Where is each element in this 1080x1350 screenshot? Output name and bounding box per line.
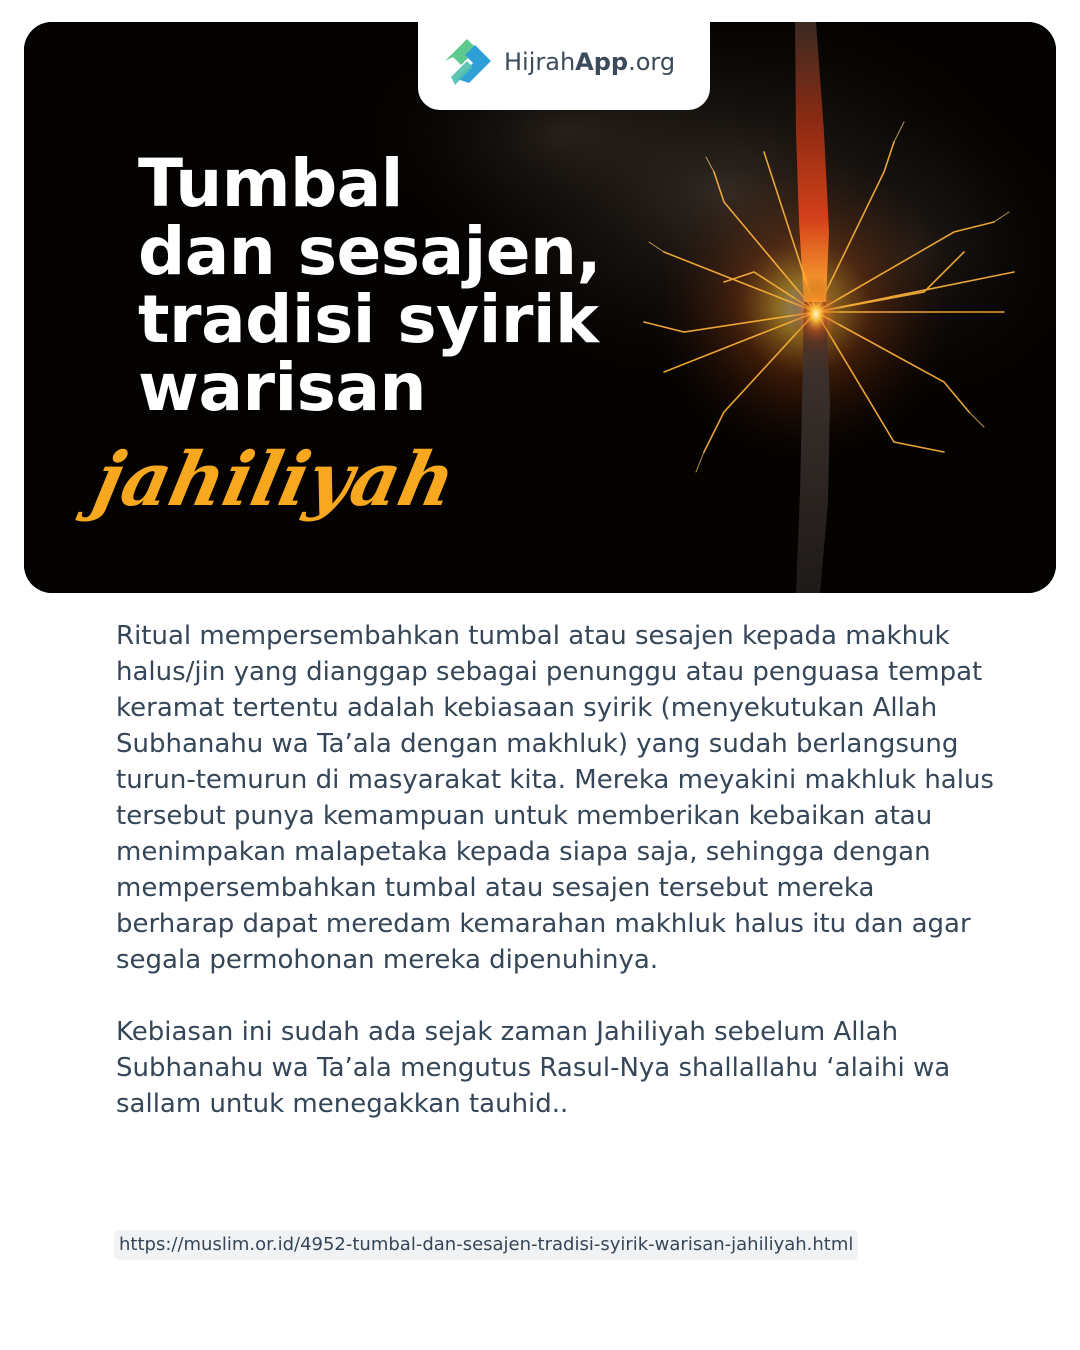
brand-logo[interactable] — [418, 22, 710, 110]
brand-name — [504, 47, 675, 77]
paragraph: Ritual mempersembahkan tumbal atau sesajen kepada makhuk halus/jin yang dianggap sebagai penunggu atau penguasa tempat keramat tertentu adalah kebiasaan syirik (menyekutukan Allah Subhanahu wa Ta’ala dengan makhluk) yang sudah berlangsung turun-temurun di masyarakat kita. Mereka meyakini makhluk halus tersebut punya kemampuan untuk memberikan kebaikan atau menimpakan malapetaka kepada siapa saja, sehingga dengan mempersembahkan tumbal atau sesajen tersebut mereka berharap dapat meredam kemarahan makhluk halus itu dan agar segala permohonan mereka dipenuhinya. — [116, 621, 994, 975]
title-line: warisan — [138, 349, 426, 426]
article-body — [116, 618, 996, 1122]
hero-title — [138, 145, 602, 426]
hero-accent-word: jahiliyah — [86, 437, 463, 523]
title-line: dan sesajen, — [138, 213, 602, 290]
title-line: tradisi syirik — [138, 281, 599, 358]
brand-name-part2: App — [575, 48, 629, 76]
brand-name-part1: Hijrah — [504, 48, 576, 76]
paragraph: Kebiasan ini sudah ada sejak zaman Jahiliyah sebelum Allah Subhanahu wa Ta’ala mengutus Rasul-Nya shallallahu ‘alaihi wa sallam untuk menegakkan tauhid.. — [116, 1017, 951, 1119]
title-line: Tumbal — [138, 145, 403, 222]
hijrahapp-logo-icon — [437, 33, 497, 95]
brand-name-part3: .org — [628, 48, 676, 76]
source-link[interactable]: https://muslim.or.id/4952-tumbal-dan-sesajen-tradisi-syirik-warisan-jahiliyah.html — [114, 1230, 858, 1260]
